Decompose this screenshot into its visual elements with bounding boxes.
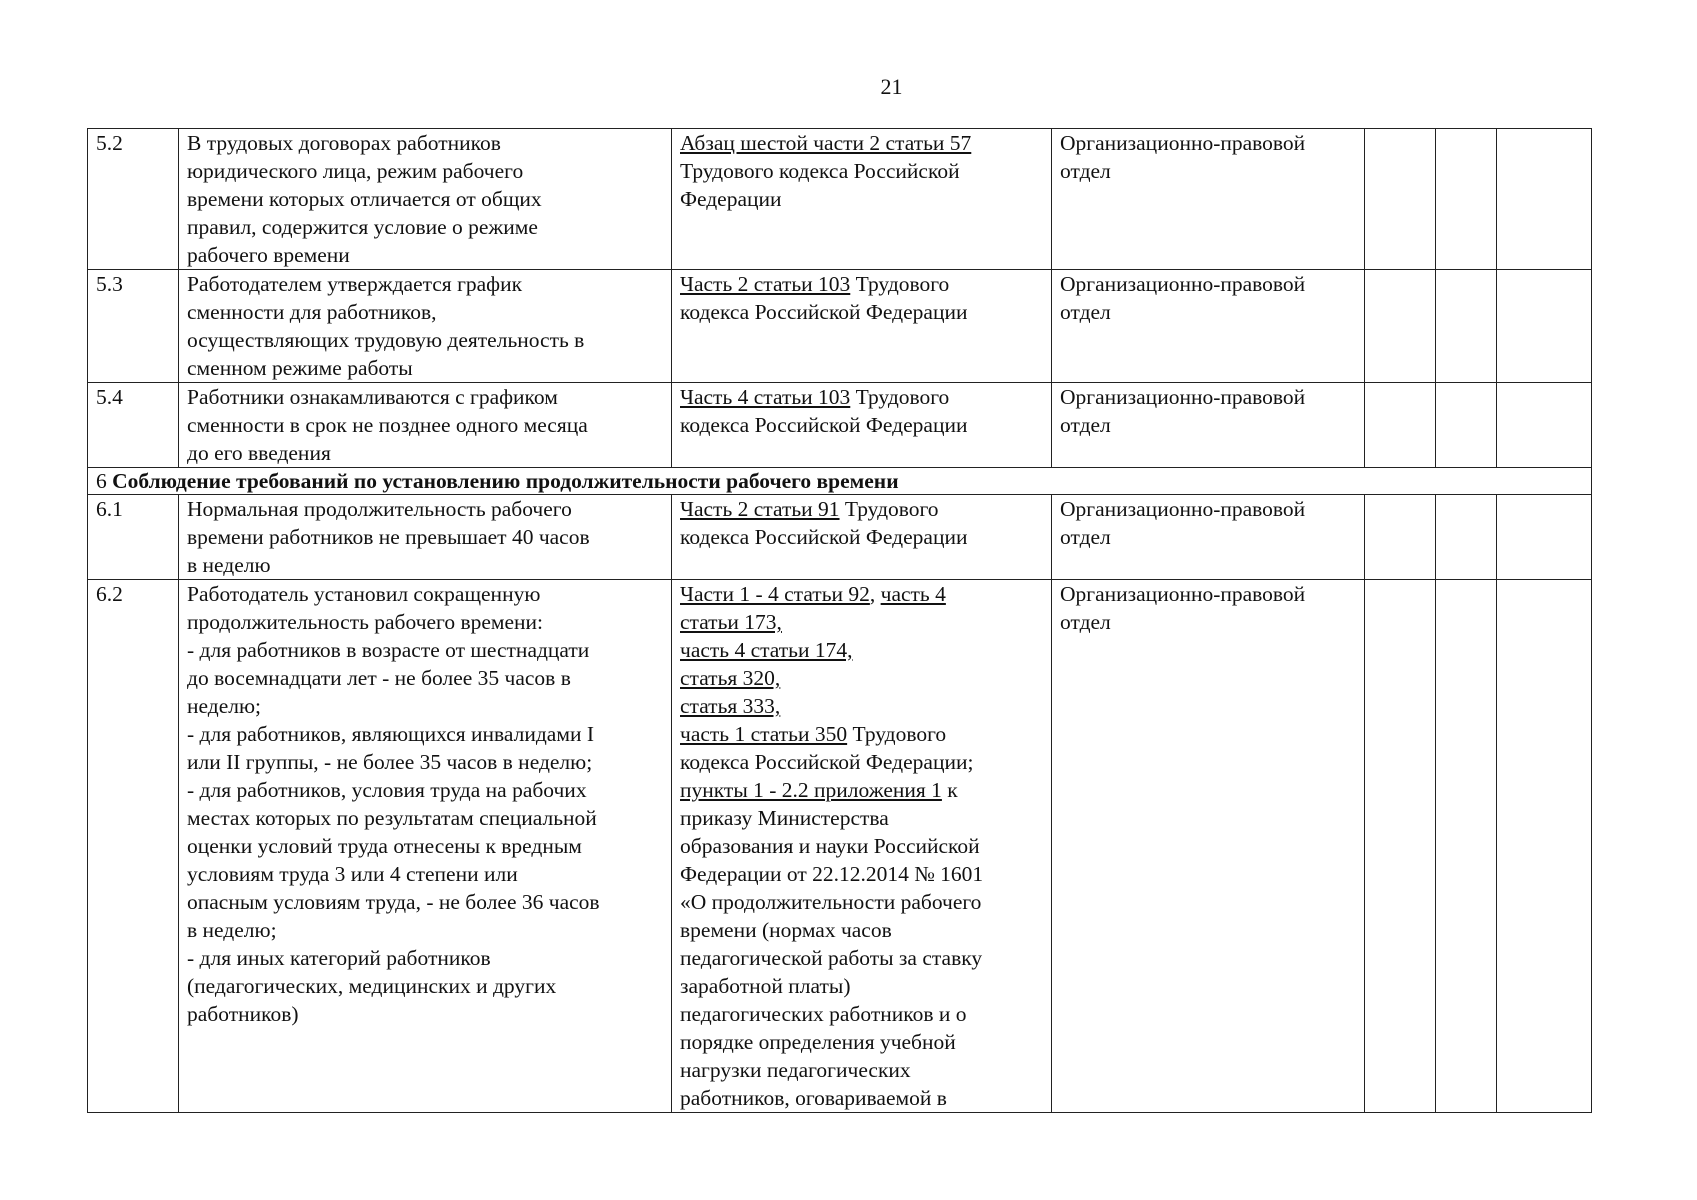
legal-basis-line xyxy=(680,495,1043,523)
legal-basis-line xyxy=(680,776,1043,804)
legal-basis-line xyxy=(680,888,1043,916)
requirement-line: сменности в срок не позднее одного месяца xyxy=(187,413,588,437)
legal-reference-link[interactable]: Абзац шестой части 2 статьи 57 xyxy=(680,131,972,155)
legal-basis-line xyxy=(680,411,1043,439)
requirement-line: условиям труда 3 или 4 степени или xyxy=(187,862,518,886)
legal-reference-link[interactable]: часть 4 статьи 174, xyxy=(680,638,853,662)
requirement-line: - для работников в возрасте от шестнадцати xyxy=(187,638,590,662)
legal-reference-link[interactable]: часть 1 статьи 350 xyxy=(680,722,848,746)
page-number: 21 xyxy=(880,74,903,99)
section-header-row xyxy=(88,468,1592,495)
legal-basis-text: приказу Министерства xyxy=(680,806,889,830)
legal-basis-text: кодекса Российской Федерации xyxy=(680,300,968,324)
legal-basis-text: «О продолжительности рабочего xyxy=(680,890,982,914)
answer-yes-cell xyxy=(1365,383,1436,468)
legal-basis-line xyxy=(680,1028,1043,1056)
department-line: отдел xyxy=(1060,159,1111,183)
legal-basis-line xyxy=(680,1000,1043,1028)
department-line: отдел xyxy=(1060,300,1111,324)
legal-basis-cell xyxy=(672,580,1052,1113)
legal-basis-text: Трудового кодекса Российской xyxy=(680,159,960,183)
legal-basis-text: образования и науки Российской xyxy=(680,834,980,858)
note-cell xyxy=(1497,270,1592,383)
legal-basis-text: Трудового xyxy=(850,385,950,409)
responsible-department-cell xyxy=(1052,270,1365,383)
legal-reference-link[interactable]: статья 320, xyxy=(680,666,781,690)
requirement-cell xyxy=(179,270,672,383)
legal-basis-line xyxy=(680,664,1043,692)
legal-basis-text: порядке определения учебной xyxy=(680,1030,956,1054)
department-line: отдел xyxy=(1060,413,1111,437)
legal-basis-text: нагрузки педагогических xyxy=(680,1058,911,1082)
item-number-cell: 6.2 xyxy=(88,580,179,1113)
department-line: Организационно-правовой xyxy=(1060,131,1306,155)
legal-reference-link[interactable]: Часть 2 статьи 91 xyxy=(680,497,840,521)
requirement-line: работников) xyxy=(187,1002,299,1026)
answer-yes-cell xyxy=(1365,580,1436,1113)
section-title: Соблюдение требований по установлению продолжительности рабочего времени xyxy=(112,469,899,493)
requirement-line: опасным условиям труда, - не более 36 часов xyxy=(187,890,600,914)
legal-basis-text: педагогической работы за ставку xyxy=(680,946,983,970)
requirement-line: до его введения xyxy=(187,441,331,465)
legal-reference-link[interactable]: Часть 4 статьи 103 xyxy=(680,385,851,409)
requirement-line: рабочего времени xyxy=(187,243,350,267)
legal-basis-text: Трудового xyxy=(850,272,950,296)
legal-basis-line xyxy=(680,608,1043,636)
requirement-line: оценки условий труда отнесены к вредным xyxy=(187,834,582,858)
legal-reference-link[interactable]: Часть 2 статьи 103 xyxy=(680,272,851,296)
requirement-line: в неделю; xyxy=(187,918,277,942)
legal-basis-line xyxy=(680,383,1043,411)
legal-reference-link[interactable]: статья 333, xyxy=(680,694,781,718)
note-cell xyxy=(1497,580,1592,1113)
requirement-cell xyxy=(179,580,672,1113)
requirement-line: в неделю xyxy=(187,553,271,577)
responsible-department-cell xyxy=(1052,129,1365,270)
requirement-line: В трудовых договорах работников xyxy=(187,131,501,155)
requirement-line: - для работников, являющихся инвалидами I xyxy=(187,722,594,746)
legal-basis-line xyxy=(680,748,1043,776)
requirement-line: (педагогических, медицинских и других xyxy=(187,974,557,998)
legal-basis-text: работников, оговариваемой в xyxy=(680,1086,947,1110)
requirement-cell xyxy=(179,495,672,580)
requirement-line: местах которых по результатам специальной xyxy=(187,806,597,830)
legal-basis-line xyxy=(680,832,1043,860)
table-row xyxy=(88,580,1592,1113)
department-line: отдел xyxy=(1060,610,1111,634)
requirement-line: осуществляющих трудовую деятельность в xyxy=(187,328,585,352)
legal-basis-line xyxy=(680,129,1043,157)
requirement-line: сменности для работников, xyxy=(187,300,437,324)
section-header-cell xyxy=(88,468,1592,495)
legal-basis-line xyxy=(680,298,1043,326)
answer-no-cell xyxy=(1436,129,1497,270)
legal-basis-text: Трудового xyxy=(839,497,939,521)
requirement-line: - для работников, условия труда на рабочих xyxy=(187,778,587,802)
answer-yes-cell xyxy=(1365,495,1436,580)
requirement-line: времени которых отличается от общих xyxy=(187,187,542,211)
legal-reference-link[interactable]: часть 4 xyxy=(880,582,946,606)
responsible-department-cell xyxy=(1052,580,1365,1113)
requirement-line: Работники ознакамливаются с графиком xyxy=(187,385,558,409)
requirement-line: Нормальная продолжительность рабочего xyxy=(187,497,572,521)
legal-basis-cell xyxy=(672,383,1052,468)
department-line: отдел xyxy=(1060,525,1111,549)
requirement-line: Работодатель установил сокращенную xyxy=(187,582,541,606)
answer-no-cell xyxy=(1436,580,1497,1113)
requirement-line: - для иных категорий работников xyxy=(187,946,491,970)
legal-basis-line xyxy=(680,860,1043,888)
table-row xyxy=(88,129,1592,270)
item-number-cell: 5.2 xyxy=(88,129,179,270)
department-line: Организационно-правовой xyxy=(1060,385,1306,409)
requirement-line: правил, содержится условие о режиме xyxy=(187,215,538,239)
legal-basis-cell xyxy=(672,270,1052,383)
legal-basis-line xyxy=(680,692,1043,720)
checklist-table xyxy=(87,128,1592,1113)
legal-basis-line xyxy=(680,185,1043,213)
requirement-line: юридического лица, режим рабочего xyxy=(187,159,524,183)
legal-basis-line xyxy=(680,1056,1043,1084)
legal-basis-text: Федерации xyxy=(680,187,782,211)
requirement-line: сменном режиме работы xyxy=(187,356,413,380)
requirement-line: до восемнадцати лет - не более 35 часов в xyxy=(187,666,571,690)
legal-basis-text: Трудового xyxy=(847,722,947,746)
requirement-line: неделю; xyxy=(187,694,262,718)
responsible-department-cell xyxy=(1052,495,1365,580)
answer-no-cell xyxy=(1436,270,1497,383)
legal-basis-text: времени (нормах часов xyxy=(680,918,892,942)
answer-no-cell xyxy=(1436,495,1497,580)
table-row xyxy=(88,270,1592,383)
legal-basis-line xyxy=(680,916,1043,944)
department-line: Организационно-правовой xyxy=(1060,272,1306,296)
legal-basis-line xyxy=(680,523,1043,551)
answer-no-cell xyxy=(1436,383,1497,468)
legal-reference-link[interactable]: статьи 173, xyxy=(680,610,782,634)
item-number-cell: 5.3 xyxy=(88,270,179,383)
requirement-line: продолжительность рабочего времени: xyxy=(187,610,544,634)
requirement-line: или II группы, - не более 35 часов в неделю; xyxy=(187,750,593,774)
responsible-department-cell xyxy=(1052,383,1365,468)
requirement-line: Работодателем утверждается график xyxy=(187,272,523,296)
legal-basis-cell xyxy=(672,129,1052,270)
note-cell xyxy=(1497,129,1592,270)
note-cell xyxy=(1497,495,1592,580)
table-row xyxy=(88,383,1592,468)
legal-reference-link[interactable]: пункты 1 - 2.2 приложения 1 xyxy=(680,778,942,802)
legal-basis-line xyxy=(680,1084,1043,1112)
legal-basis-text: кодекса Российской Федерации xyxy=(680,525,968,549)
legal-basis-cell xyxy=(672,495,1052,580)
legal-reference-link[interactable]: Части 1 - 4 статьи 92 xyxy=(680,582,870,606)
item-number-cell: 6.1 xyxy=(88,495,179,580)
legal-basis-line xyxy=(680,720,1043,748)
legal-basis-text: педагогических работников и о xyxy=(680,1002,967,1026)
legal-basis-line xyxy=(680,804,1043,832)
legal-basis-line xyxy=(680,636,1043,664)
legal-basis-line xyxy=(680,972,1043,1000)
legal-basis-text: заработной платы) xyxy=(680,974,851,998)
legal-basis-text: кодекса Российской Федерации xyxy=(680,413,968,437)
table-row xyxy=(88,495,1592,580)
requirement-cell xyxy=(179,129,672,270)
legal-basis-line xyxy=(680,270,1043,298)
section-number: 6 xyxy=(96,469,113,493)
legal-basis-line xyxy=(680,944,1043,972)
requirement-cell xyxy=(179,383,672,468)
item-number-cell: 5.4 xyxy=(88,383,179,468)
answer-yes-cell xyxy=(1365,270,1436,383)
legal-basis-line xyxy=(680,157,1043,185)
legal-basis-text: к xyxy=(941,778,958,802)
department-line: Организационно-правовой xyxy=(1060,497,1306,521)
department-line: Организационно-правовой xyxy=(1060,582,1306,606)
legal-basis-text: кодекса Российской Федерации; xyxy=(680,750,974,774)
legal-basis-line xyxy=(680,580,1043,608)
legal-basis-text: Федерации от 22.12.2014 № 1601 xyxy=(680,862,984,886)
requirement-line: времени работников не превышает 40 часов xyxy=(187,525,590,549)
note-cell xyxy=(1497,383,1592,468)
answer-yes-cell xyxy=(1365,129,1436,270)
legal-basis-text: , xyxy=(869,582,881,606)
